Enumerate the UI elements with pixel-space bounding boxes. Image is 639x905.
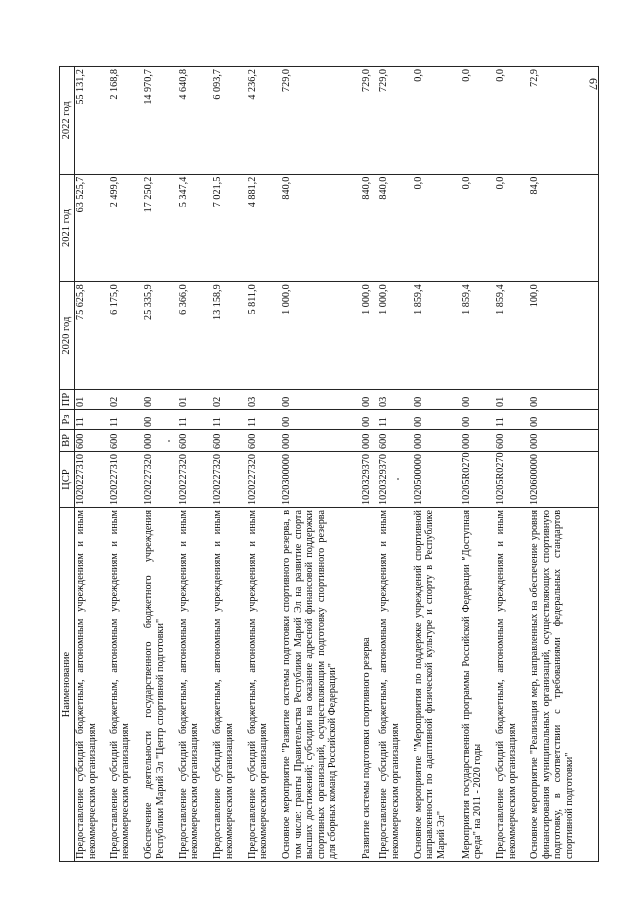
row-2022: 14 970,7 xyxy=(143,66,177,174)
header-rz: Рз xyxy=(60,409,75,429)
table-row xyxy=(361,66,379,861)
row-2022: 4 236,2 xyxy=(247,66,281,174)
table-row xyxy=(413,66,461,861)
row-name: Предоставление субсидий бюджетным, автономным учреждениям и иным некоммерческим организациям xyxy=(109,507,143,861)
row-name: Предоставление субсидий бюджетным, автономным учреждениям и иным некоммерческим организациям xyxy=(212,507,246,861)
row-pr: 01 xyxy=(495,389,529,409)
row-2020: 5 811,0 xyxy=(247,281,281,389)
row-vr: 600 xyxy=(495,429,529,451)
row-2020: 1 859,4 xyxy=(495,281,529,389)
row-vr: 600 xyxy=(378,429,412,451)
row-2021: 63 525,7 xyxy=(75,174,109,282)
row-2020: 1 000,0 xyxy=(361,281,379,389)
table-row xyxy=(495,66,529,861)
row-2020: 100,0 xyxy=(529,281,598,389)
row-pr: 00 xyxy=(529,389,598,409)
row-name: Основное мероприятие "Реализация мер, направленных на обеспечение уровня финансирования муниципальных организаций, осуществляющих спортивную подготовку, в соответствии с требованиями федеральных стандартов спортивной подготовки" xyxy=(529,507,598,861)
row-2020: 75 625,8 xyxy=(75,281,109,389)
row-pr: 02 xyxy=(109,389,143,409)
row-pr: 03 xyxy=(247,389,281,409)
row-2022: 55 131,2 xyxy=(75,66,109,174)
row-rz: 11 xyxy=(75,409,109,429)
table-row xyxy=(212,66,246,861)
row-vr: 600 xyxy=(109,429,143,451)
table-row xyxy=(281,66,360,861)
row-csr: 1020227320 xyxy=(247,451,281,507)
rotated-table-holder xyxy=(59,66,599,861)
header-pr: ПР xyxy=(60,389,75,409)
row-rz: 11 xyxy=(109,409,143,429)
row-csr: 1020600000 xyxy=(529,451,598,507)
table-row xyxy=(143,66,177,861)
row-2022: 729,0 xyxy=(378,66,412,174)
row-csr: 1020227310 xyxy=(109,451,143,507)
row-name: Предоставление субсидий бюджетным, автономным учреждениям и иным некоммерческим организациям xyxy=(178,507,212,861)
row-name: Основное мероприятие "Мероприятия по поддержке учреждений спортивной направленности по адаптивной физической культуре и спорту в Республике Марий Эл" xyxy=(413,507,461,861)
row-rz: 00 xyxy=(461,409,495,429)
row-pr: 00 xyxy=(281,389,360,409)
row-2021: 0,0 xyxy=(495,174,529,282)
row-pr: 02 xyxy=(212,389,246,409)
row-2020: 6 175,0 xyxy=(109,281,143,389)
row-2020: 1 859,4 xyxy=(461,281,495,389)
row-pr: 01 xyxy=(178,389,212,409)
row-pr: 00 xyxy=(413,389,461,409)
table-row xyxy=(178,66,212,861)
row-rz: 11 xyxy=(378,409,412,429)
header-name: Наименование xyxy=(60,507,75,861)
row-name: Предоставление субсидий бюджетным, автономным учреждениям и иным некоммерческим организациям xyxy=(75,507,109,861)
row-vr: 000 xyxy=(143,429,177,451)
row-rz: 00 xyxy=(413,409,461,429)
table-header-row xyxy=(60,66,75,861)
row-2022: 0,0 xyxy=(461,66,495,174)
row-name: Развитие системы подготовки спортивного резерва xyxy=(361,507,379,861)
row-rz: 00 xyxy=(281,409,360,429)
row-rz: 00 xyxy=(361,409,379,429)
row-csr: 1020329370 xyxy=(361,451,379,507)
table-row xyxy=(109,66,143,861)
page-number: 67 xyxy=(586,78,601,90)
row-vr: 600 xyxy=(212,429,246,451)
row-2021: 840,0 xyxy=(281,174,360,282)
row-2022: 729,0 xyxy=(281,66,360,174)
row-name: Предоставление субсидий бюджетным, автономным учреждениям и иным некоммерческим организациям xyxy=(247,507,281,861)
row-csr: 1020500000 xyxy=(413,451,461,507)
row-rz: 00 xyxy=(143,409,177,429)
row-2020: 6 366,0 xyxy=(178,281,212,389)
header-2020: 2020 год xyxy=(60,281,75,389)
row-vr: 000 xyxy=(529,429,598,451)
row-2021: 84,0 xyxy=(529,174,598,282)
row-pr: 03 xyxy=(378,389,412,409)
header-2022: 2022 год xyxy=(60,66,75,174)
row-2022: 4 640,8 xyxy=(178,66,212,174)
row-2020: 13 158,9 xyxy=(212,281,246,389)
row-vr: 600 xyxy=(178,429,212,451)
header-2021: 2021 год xyxy=(60,174,75,282)
row-rz: 00 xyxy=(529,409,598,429)
row-2020: 25 335,9 xyxy=(143,281,177,389)
row-2020: 1 859,4 xyxy=(413,281,461,389)
row-2021: 17 250,2 xyxy=(143,174,177,282)
row-vr: 000 xyxy=(461,429,495,451)
row-2022: 729,0 xyxy=(361,66,379,174)
table-row xyxy=(461,66,495,861)
row-2022: 6 093,7 xyxy=(212,66,246,174)
row-vr: 000 xyxy=(281,429,360,451)
row-2021: 7 021,5 xyxy=(212,174,246,282)
row-csr: 1020300000 xyxy=(281,451,360,507)
row-pr: 00 xyxy=(461,389,495,409)
row-name: Предоставление субсидий бюджетным, автономным учреждениям и иным некоммерческим организациям xyxy=(378,507,412,861)
row-pr: 00 xyxy=(361,389,379,409)
row-rz: 11 xyxy=(495,409,529,429)
row-2021: 4 881,2 xyxy=(247,174,281,282)
table-row xyxy=(247,66,281,861)
table-row xyxy=(529,66,598,861)
header-vr: ВР xyxy=(60,429,75,451)
row-name: Основное мероприятие "Развитие системы подготовки спортивного резерва, в том числе: гранты Правительства Республики Марий Эл на развитие спорта высших достижений; субсидии на оказание адресной финансовой поддержки спортивных организаций, осуществляющим подготовку спортивного резерва для сборных команд Российской Федерации" xyxy=(281,507,360,861)
row-2020: 1 000,0 xyxy=(281,281,360,389)
row-2021: 840,0 xyxy=(378,174,412,282)
row-vr: 000 xyxy=(413,429,461,451)
row-pr: 00 xyxy=(143,389,177,409)
row-name: Обеспечение деятельности государственного бюджетного учреждения Республики Марий Эл "Центр спортивной подготовки" xyxy=(143,507,177,861)
row-2020: 1 000,0 xyxy=(378,281,412,389)
row-csr: 1020227320 xyxy=(143,451,177,507)
row-2022: 0,0 xyxy=(495,66,529,174)
row-2021: 5 347,4 xyxy=(178,174,212,282)
row-name: Предоставление субсидий бюджетным, автономным учреждениям и иным некоммерческим организациям xyxy=(495,507,529,861)
row-2021: 840,0 xyxy=(361,174,379,282)
row-2022: 2 168,8 xyxy=(109,66,143,174)
row-csr: 1020329370 xyxy=(378,451,412,507)
row-csr: 10205R0270 xyxy=(461,451,495,507)
row-rz: 11 xyxy=(178,409,212,429)
row-csr: 1020227310 xyxy=(75,451,109,507)
row-csr: 1020227320 xyxy=(212,451,246,507)
row-2022: 0,0 xyxy=(413,66,461,174)
row-name: Мероприятия государственной программы Российской Федерации "Доступная среда" на 2011 - 2020 годы xyxy=(461,507,495,861)
row-2022: 72,9 xyxy=(529,66,598,174)
row-vr: 600 xyxy=(75,429,109,451)
row-2021: 0,0 xyxy=(413,174,461,282)
row-vr: 000 xyxy=(361,429,379,451)
row-csr: 10205R0270 xyxy=(495,451,529,507)
header-csr: ЦСР xyxy=(60,451,75,507)
row-2021: 2 499,0 xyxy=(109,174,143,282)
row-rz: 11 xyxy=(247,409,281,429)
row-vr: 600 xyxy=(247,429,281,451)
budget-table xyxy=(59,66,599,862)
row-csr: 1020227320 xyxy=(178,451,212,507)
table-row xyxy=(378,66,412,861)
table-row xyxy=(75,66,109,861)
row-pr: 01 xyxy=(75,389,109,409)
row-2021: 0,0 xyxy=(461,174,495,282)
row-rz: 11 xyxy=(212,409,246,429)
